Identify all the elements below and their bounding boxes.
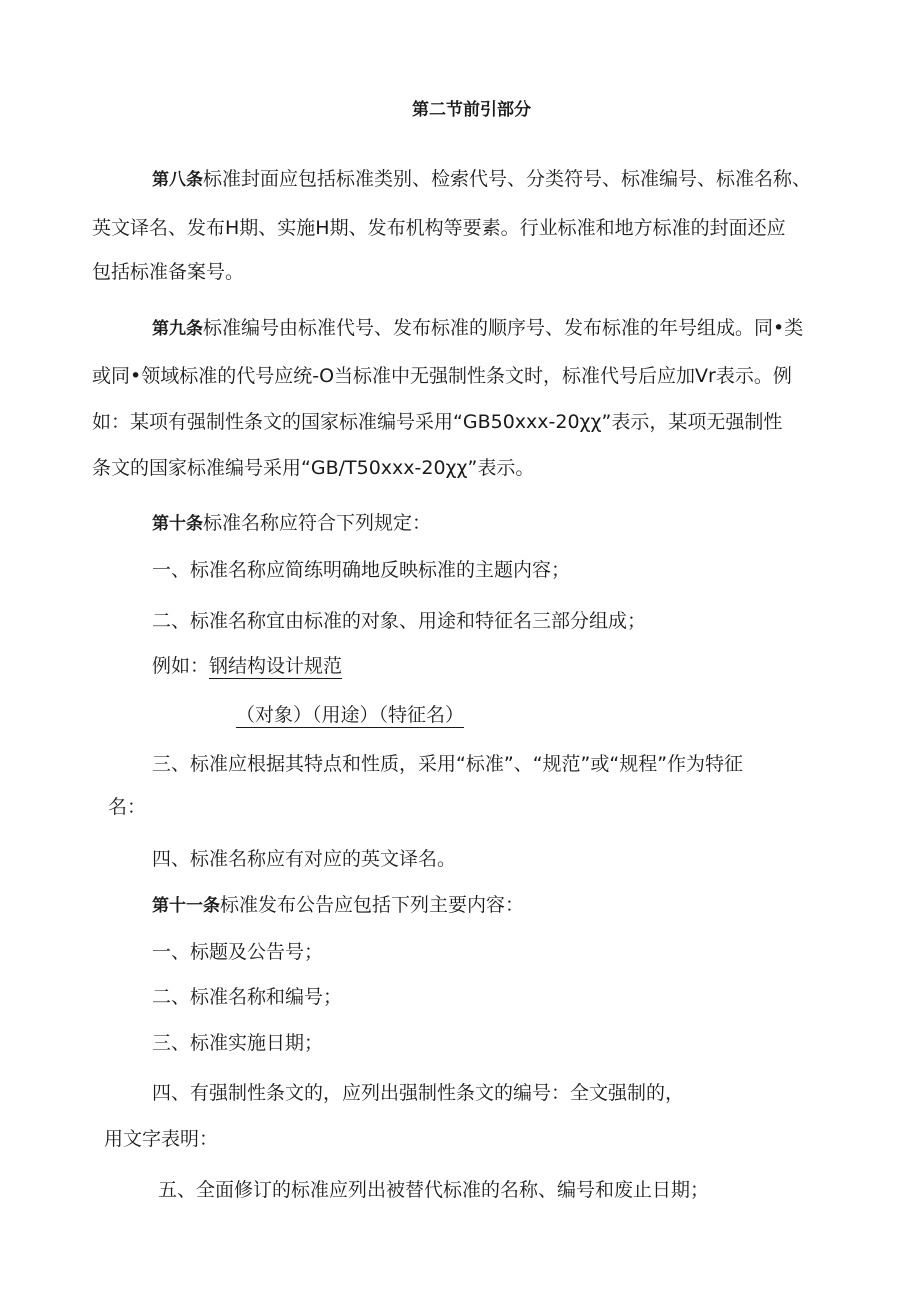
article-9-text: 标准编号由标准代号、发布标准的顺序号、发布标准的年号组成。同•类 — [203, 317, 804, 339]
article-11-text: 标准发布公告应包括下列主要内容： — [220, 894, 525, 916]
article-11-heading: 第十一条 — [152, 896, 220, 916]
article-10-heading: 第十条 — [152, 514, 203, 534]
article-8-line-3: 包括标准备案号。 — [92, 261, 245, 283]
example-value: 钢结构设计规范 — [209, 655, 343, 677]
example-line — [152, 654, 342, 678]
article-10-item-1: 一、标准名称应简练明确地反映标准的主题内容； — [152, 559, 571, 581]
article-11-line-1 — [152, 893, 524, 918]
article-9-line-1 — [152, 316, 803, 341]
article-9-line-4: 条文的国家标准编号采用“GB/T50xxx-20χχ”表示。 — [92, 457, 535, 479]
example-parts-text: （对象）（用途）（特征名） — [236, 704, 465, 726]
article-9-line-2: 或同•领域标准的代号应统-O当标准中无强制性条文时，标准代号后应加Vr表示。例 — [92, 365, 792, 387]
example-parts — [236, 703, 464, 727]
article-8-line-2: 英文译名、发布H期、实施H期、发布机构等要素。行业标准和地方标准的封面还应 — [92, 217, 786, 239]
article-8-text: 标准封面应包括标准类别、检索代号、分类符号、标准编号、标准名称、 — [203, 168, 812, 190]
article-10-line-1 — [152, 511, 431, 536]
article-10-text: 标准名称应符合下列规定： — [203, 512, 432, 534]
example-label: 例如： — [152, 655, 210, 677]
article-11-item-3: 三、标准实施日期； — [152, 1032, 324, 1054]
article-8-line-1 — [152, 167, 811, 192]
article-11-item-4-line-1: 四、有强制性条文的，应列出强制性条文的编号：全文强制的， — [152, 1082, 685, 1104]
article-10-item-2: 二、标准名称宜由标准的对象、用途和特征名三部分组成； — [152, 610, 647, 632]
article-8-heading: 第八条 — [152, 170, 203, 190]
article-11-item-1: 一、标题及公告号； — [152, 941, 324, 963]
article-9-line-3: 如：某项有强制性条文的国家标准编号采用“GB50xxx-20χχ”表示，某项无强制性 — [92, 411, 783, 433]
article-11-item-5: 五、全面修订的标准应列出被替代标准的名称、编号和废止日期； — [158, 1179, 710, 1201]
article-10-item-3-line-1: 三、标准应根据其特点和性质，采用“标准”、“规范”或“规程”作为特征 — [152, 753, 744, 775]
article-10-item-4: 四、标准名称应有对应的英文译名。 — [152, 848, 457, 870]
article-11-item-2: 二、标准名称和编号； — [152, 986, 343, 1008]
section-title: 第二节前引部分 — [412, 100, 531, 120]
article-11-item-4-line-2: 用文字表明： — [104, 1128, 219, 1150]
article-9-heading: 第九条 — [152, 319, 203, 339]
article-10-item-3-line-2: 名： — [108, 796, 147, 818]
